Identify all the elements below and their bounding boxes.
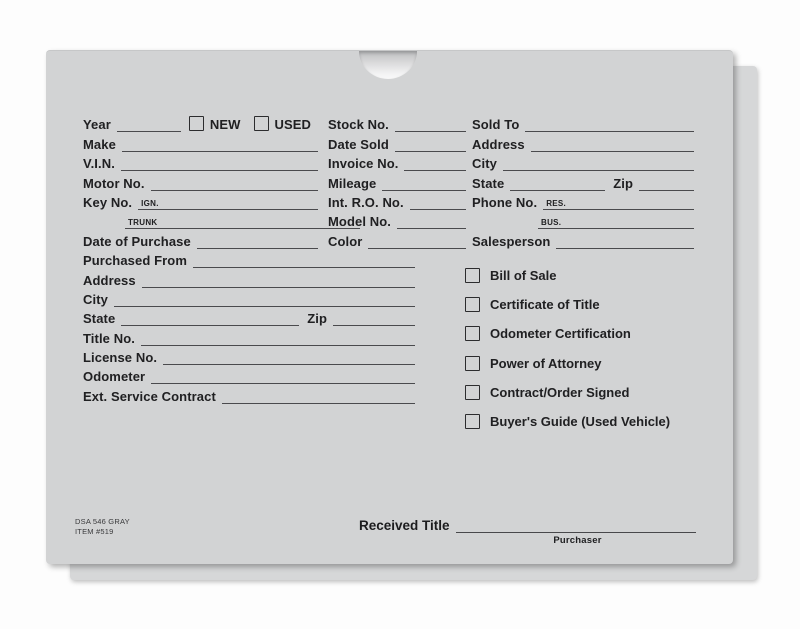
license-no-label: License No. bbox=[83, 350, 158, 366]
certificate-of-title-label: Certificate of Title bbox=[490, 297, 600, 313]
motor-no-label: Motor No. bbox=[83, 175, 145, 191]
make-label: Make bbox=[83, 136, 116, 152]
new-label: NEW bbox=[209, 117, 241, 133]
ign-blank-line bbox=[138, 200, 318, 210]
phone-no-label: Phone No. bbox=[472, 194, 538, 210]
ext-service-contract-blank-line bbox=[222, 402, 415, 404]
form-code-line1: DSA 546 GRAY bbox=[75, 517, 130, 526]
salesperson-blank-line bbox=[556, 247, 694, 249]
field-row-phone-bus bbox=[472, 210, 694, 229]
field-row-invoice-no bbox=[328, 152, 466, 171]
odometer-certification-checkbox bbox=[465, 326, 480, 341]
new-checkbox bbox=[189, 116, 204, 131]
trunk-label: TRUNK bbox=[128, 218, 158, 228]
thumb-notch bbox=[359, 51, 417, 79]
field-row-ext-service-contract bbox=[83, 384, 415, 403]
zip-left-label: Zip bbox=[307, 311, 327, 327]
address-left-label: Address bbox=[83, 272, 136, 288]
field-row-salesperson bbox=[472, 229, 694, 248]
field-row-make bbox=[83, 132, 318, 151]
color-blank-line bbox=[368, 247, 466, 249]
field-row-color bbox=[328, 229, 466, 248]
salesperson-label: Salesperson bbox=[472, 233, 551, 249]
field-row-mileage bbox=[328, 171, 466, 190]
field-row-vin bbox=[83, 152, 318, 171]
contract-order-signed-checkbox bbox=[465, 385, 480, 400]
deal-envelope bbox=[46, 50, 733, 564]
received-title-label: Received Title bbox=[359, 517, 450, 533]
bill-of-sale-label: Bill of Sale bbox=[490, 268, 557, 284]
buyers-guide-checkbox bbox=[465, 414, 480, 429]
field-row-odometer bbox=[83, 365, 415, 384]
field-row-sold-to bbox=[472, 113, 694, 132]
field-row-motor-no bbox=[83, 171, 318, 190]
field-row-city-left bbox=[83, 288, 415, 307]
state-right-label: State bbox=[472, 175, 505, 191]
buyers-guide-label: Buyer's Guide (Used Vehicle) bbox=[490, 414, 671, 430]
checklist-item-bill-of-sale bbox=[465, 261, 670, 290]
int-ro-no-label: Int. R.O. No. bbox=[328, 194, 404, 210]
odometer-label: Odometer bbox=[83, 369, 146, 385]
power-of-attorney-label: Power of Attorney bbox=[490, 355, 602, 371]
field-row-license-no bbox=[83, 346, 415, 365]
model-no-label: Model No. bbox=[328, 214, 392, 230]
field-row-year bbox=[83, 113, 318, 132]
city-right-label: City bbox=[472, 156, 497, 172]
year-label: Year bbox=[83, 117, 111, 133]
ign-label: IGN. bbox=[141, 198, 159, 208]
mileage-label: Mileage bbox=[328, 175, 377, 191]
document-checklist bbox=[465, 261, 670, 436]
field-row-received-title bbox=[359, 515, 696, 533]
zip-right-label: Zip bbox=[613, 175, 633, 191]
date-sold-label: Date Sold bbox=[328, 136, 389, 152]
field-row-city-right bbox=[472, 152, 694, 171]
ext-service-contract-label: Ext. Service Contract bbox=[83, 388, 216, 404]
checklist-item-buyers-guide bbox=[465, 407, 670, 436]
phone-bus-blank-line bbox=[538, 219, 694, 229]
purchased-from-label: Purchased From bbox=[83, 253, 187, 269]
checklist-item-certificate-of-title bbox=[465, 290, 670, 319]
checklist-item-odometer-certification bbox=[465, 319, 670, 348]
sold-to-label: Sold To bbox=[472, 117, 520, 133]
checklist-item-power-of-attorney bbox=[465, 349, 670, 378]
middle-column bbox=[328, 113, 466, 249]
received-title-signature-line bbox=[456, 532, 696, 533]
received-title-section bbox=[359, 515, 696, 546]
field-row-address-right bbox=[472, 132, 694, 151]
field-row-phone-no bbox=[472, 191, 694, 210]
bus-label: BUS. bbox=[541, 218, 562, 228]
field-row-trunk bbox=[83, 210, 360, 229]
title-no-label: Title No. bbox=[83, 330, 135, 346]
color-label: Color bbox=[328, 233, 363, 249]
power-of-attorney-checkbox bbox=[465, 356, 480, 371]
form-code-line2: ITEM #519 bbox=[75, 526, 114, 536]
contract-order-signed-label: Contract/Order Signed bbox=[490, 384, 630, 400]
phone-res-blank-line bbox=[543, 200, 694, 210]
city-left-label: City bbox=[83, 291, 108, 307]
trunk-blank-line bbox=[125, 219, 360, 229]
state-left-label: State bbox=[83, 311, 116, 327]
address-right-label: Address bbox=[472, 136, 525, 152]
invoice-no-label: Invoice No. bbox=[328, 156, 399, 172]
field-row-key-no bbox=[83, 191, 318, 210]
used-label: USED bbox=[274, 117, 312, 133]
field-row-state-zip-left bbox=[83, 307, 415, 326]
field-row-state-zip-right bbox=[472, 171, 694, 190]
field-row-model-no bbox=[328, 210, 466, 229]
field-row-date-of-purchase bbox=[83, 229, 318, 248]
field-row-purchased-from bbox=[83, 249, 415, 268]
form-stock-code bbox=[75, 517, 130, 536]
stock-no-label: Stock No. bbox=[328, 117, 389, 133]
field-row-address-left bbox=[83, 268, 415, 287]
vin-label: V.I.N. bbox=[83, 156, 115, 172]
odometer-certification-label: Odometer Certification bbox=[490, 326, 631, 342]
date-of-purchase-label: Date of Purchase bbox=[83, 233, 191, 249]
key-no-label: Key No. bbox=[83, 194, 133, 210]
certificate-of-title-checkbox bbox=[465, 297, 480, 312]
field-row-int-ro-no bbox=[328, 191, 466, 210]
checklist-item-contract-order-signed bbox=[465, 378, 670, 407]
bill-of-sale-checkbox bbox=[465, 268, 480, 283]
field-row-stock-no bbox=[328, 113, 466, 132]
field-row-title-no bbox=[83, 326, 415, 345]
res-label: RES. bbox=[546, 198, 567, 208]
used-checkbox bbox=[254, 116, 269, 131]
field-row-date-sold bbox=[328, 132, 466, 151]
right-column bbox=[472, 113, 694, 249]
purchaser-caption: Purchaser bbox=[553, 535, 602, 546]
